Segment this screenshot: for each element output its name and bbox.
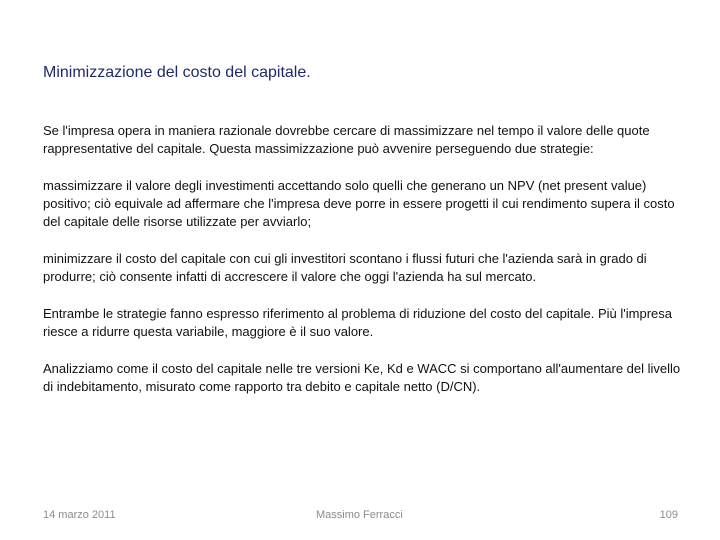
paragraph-analysis: Analizziamo come il costo del capitale nelle tre versioni Ke, Kd e WACC si comportano all'aumentare del livello di indebitamento, misurato come rapporto tra debito e capitale netto (D/CN). xyxy=(43,361,681,394)
slide-title: Minimizzazione del costo del capitale. xyxy=(43,64,311,81)
footer-date: 14 marzo 2011 xyxy=(43,509,116,521)
slide-body xyxy=(43,122,681,415)
paragraph-intro: Se l'impresa opera in maniera razionale dovrebbe cercare di massimizzare nel tempo il valore delle quote rappresentative del capitale. Questa massimizzazione può avvenire perseguendo due strategie: xyxy=(43,123,650,156)
paragraph-strategy-1: massimizzare il valore degli investimenti accettando solo quelli che generano un NPV (net present value) positivo; ciò equivale ad affermare che l'impresa deve porre in essere progetti il cui rendimento supera il costo del capitale delle risorse utilizzate per avviarlo; xyxy=(43,178,675,229)
paragraph-strategy-2: minimizzare il costo del capitale con cui gli investitori scontano i flussi futuri che l'azienda sarà in grado di produrre; ciò consente infatti di accrescere il valore che oggi l'azienda ha sul mercato. xyxy=(43,251,647,284)
paragraph-conclusion: Entrambe le strategie fanno espresso riferimento al problema di riduzione del costo del capitale. Più l'impresa riesce a ridurre questa variabile, maggiore è il suo valore. xyxy=(43,306,672,339)
page-number: 109 xyxy=(659,509,678,521)
footer-author: Massimo Ferracci xyxy=(316,509,403,521)
